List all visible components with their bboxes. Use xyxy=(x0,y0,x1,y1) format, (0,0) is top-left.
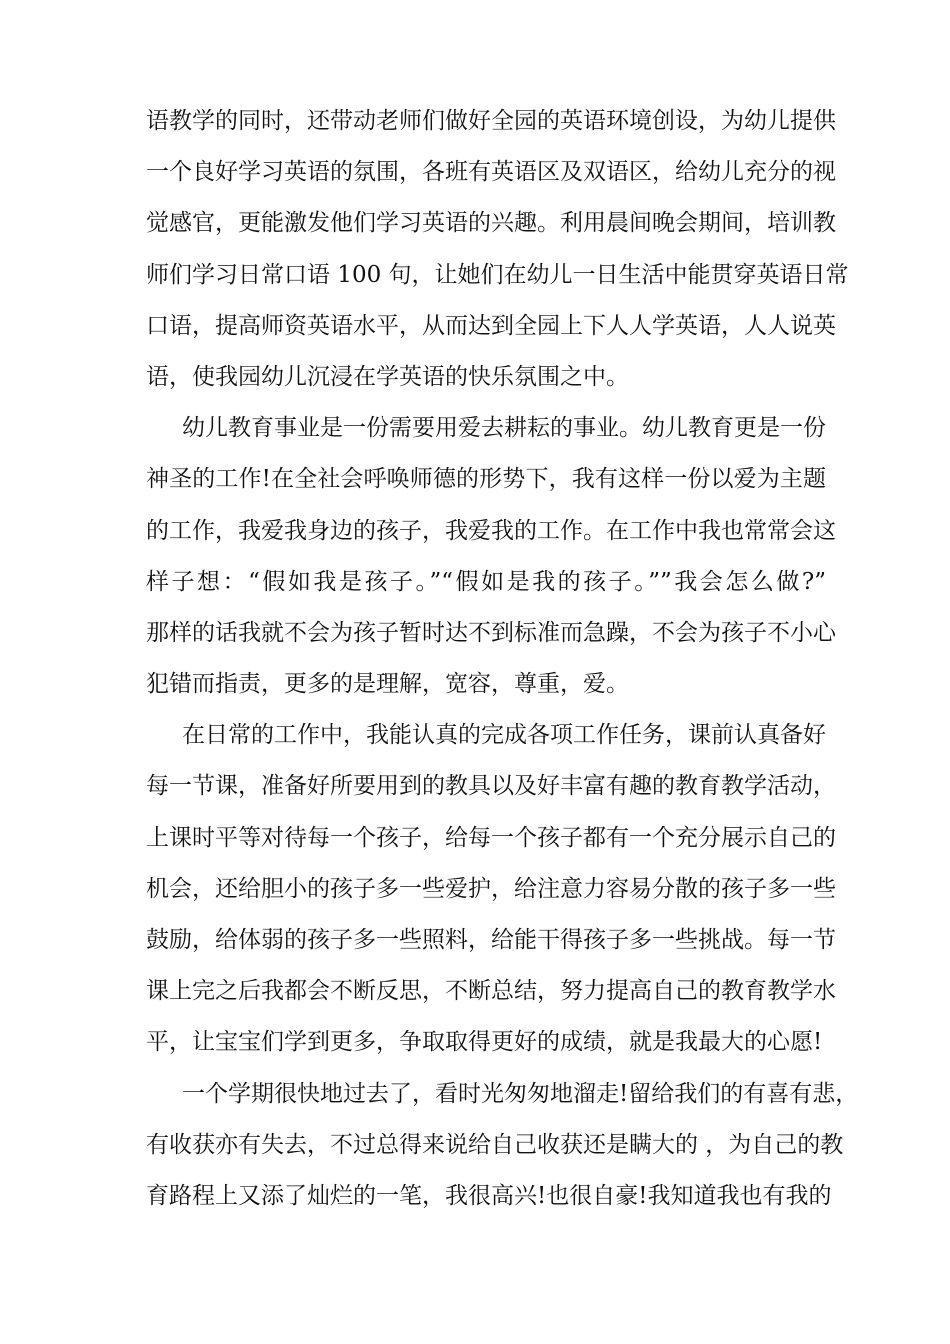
text-line: 神圣的工作!在全社会呼唤师德的形势下，我有这样一份以爱为主题 xyxy=(146,466,826,493)
text-line: 的工作，我爱我身边的孩子，我爱我的工作。在工作中我也常常会这 xyxy=(146,517,836,544)
paragraph-first-line: 在日常的工作中，我能认真的完成各项工作任务，课前认真备好 xyxy=(182,722,826,749)
text-line: 口语，提高师资英语水平，从而达到全园上下人人学英语，人人说英 xyxy=(146,312,836,339)
text-line: 鼓励，给体弱的孩子多一些照料，给能干得孩子多一些挑战。每一节 xyxy=(146,927,836,953)
text-line: 语教学的同时，还带动老师们做好全园的英语环境创设，为幼儿提供 xyxy=(146,108,836,134)
text-line: 师们学习日常口语 100 句，让她们在幼儿一日生活中能贯穿英语日常 xyxy=(146,261,849,288)
paragraph-first-line: 一个学期很快地过去了，看时光匆匆地溜走!留给我们的有喜有悲， xyxy=(182,1080,859,1107)
text-line: 觉感官，更能激发他们学习英语的兴趣。利用晨间晚会期间，培训教 xyxy=(146,210,836,237)
text-line: 机会，还给胆小的孩子多一些爱护，给注意力容易分散的孩子多一些 xyxy=(146,875,836,902)
text-line: 平，让宝宝们学到更多，争取取得更好的成绩，就是我最大的心愿! xyxy=(146,1029,823,1056)
body-text xyxy=(146,103,859,1229)
text-line: 一个良好学习英语的氛围，各班有英语区及双语区，给幼儿充分的视 xyxy=(146,159,836,186)
text-line: 那样的话我就不会为孩子暂时达不到标准而急躁，不会为孩子不小心 xyxy=(146,619,836,646)
text-line: 课上完之后我都会不断反思，不断总结，努力提高自己的教育教学水 xyxy=(146,978,836,1005)
text-line: 样子想：“假如我是孩子。”“假如是我的孩子。””我会怎么做?” xyxy=(146,568,826,595)
text-line: 犯错而指责，更多的是理解，宽容，尊重，爱。 xyxy=(146,671,629,698)
text-line: 语，使我园幼儿沉浸在学英语的快乐氛围之中。 xyxy=(146,363,629,390)
text-line: 上课时平等对待每一个孩子，给每一个孩子都有一个充分展示自己的 xyxy=(146,824,836,851)
text-line: 有收获亦有失去，不过总得来说给自己收获还是瞒大的 ，为自己的教 xyxy=(146,1131,844,1158)
text-line: 每一节课，准备好所要用到的教具以及好丰富有趣的教育教学活动， xyxy=(146,773,836,800)
text-line: 育路程上又添了灿烂的一笔，我很高兴!也很自豪!我知道我也有我的 xyxy=(146,1182,832,1209)
paragraph-first-line: 幼儿教育事业是一份需要用爱去耕耘的事业。幼儿教育更是一份 xyxy=(182,415,826,442)
